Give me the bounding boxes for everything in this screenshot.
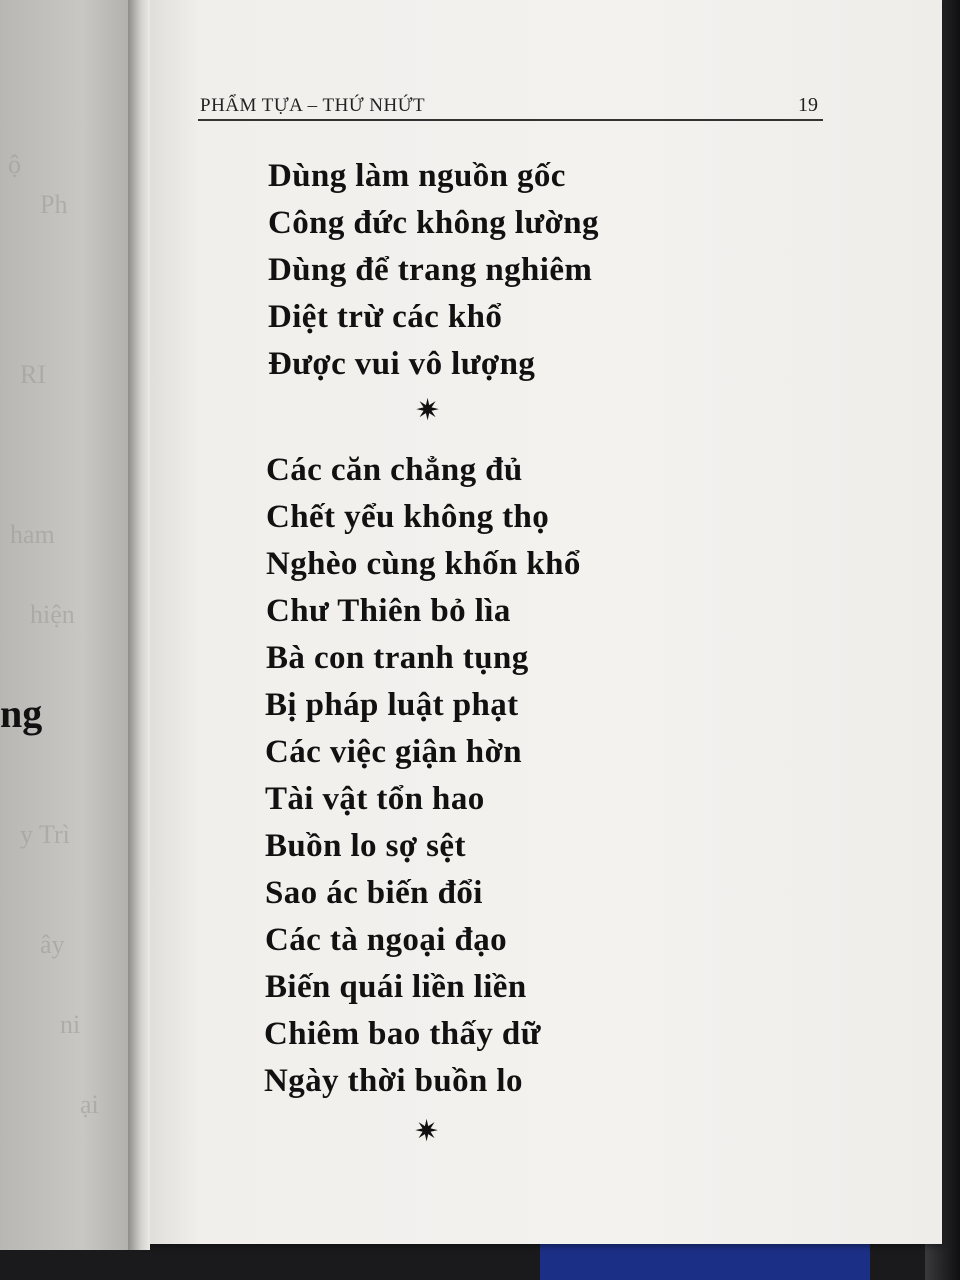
page-number: 19 [798,94,818,116]
verse-line: Chiêm bao thấy dữ [264,1016,541,1052]
verse-line: Các việc giận hờn [265,734,522,770]
running-header-title: PHẨM TỰA – THỨ NHỨT [200,95,426,116]
stanza-ornament-star: ✷ [414,1114,440,1149]
verse-line: Dùng làm nguồn gốc [268,158,566,194]
left-page-bleedthrough: ộ Ph RI ham hiện y Trì ây ni ại [8,150,99,1119]
verse-line: Các căn chẳng đủ [266,452,523,488]
verse-line: Chết yểu không thọ [266,499,550,535]
blue-cover-edge [540,1238,870,1280]
verse-line: Sao ác biến đổi [265,875,483,911]
header-rule [198,119,823,121]
verse-line: Được vui vô lượng [268,346,536,382]
verse-line: Các tà ngoại đạo [265,922,507,958]
verse-line: Ngày thời buồn lo [264,1063,523,1099]
verse-line: Biến quái liền liền [265,969,527,1005]
stanza-ornament-star: ✷ [415,393,441,428]
verse-line: Bị pháp luật phạt [265,687,519,723]
verse-line: Nghèo cùng khốn khổ [266,546,581,582]
page-gutter [128,0,150,1250]
verse-line: Dùng để trang nghiêm [268,252,593,288]
verse-line: Công đức không lường [268,205,599,241]
left-page-heading-fragment: ng [0,691,43,736]
verse-line: Diệt trừ các khổ [268,299,503,335]
verse-line: Buồn lo sợ sệt [265,828,466,864]
verse-line: Bà con tranh tụng [266,640,529,676]
verse-line: Chư Thiên bỏ lìa [266,593,511,629]
verse-line: Tài vật tổn hao [265,781,485,817]
